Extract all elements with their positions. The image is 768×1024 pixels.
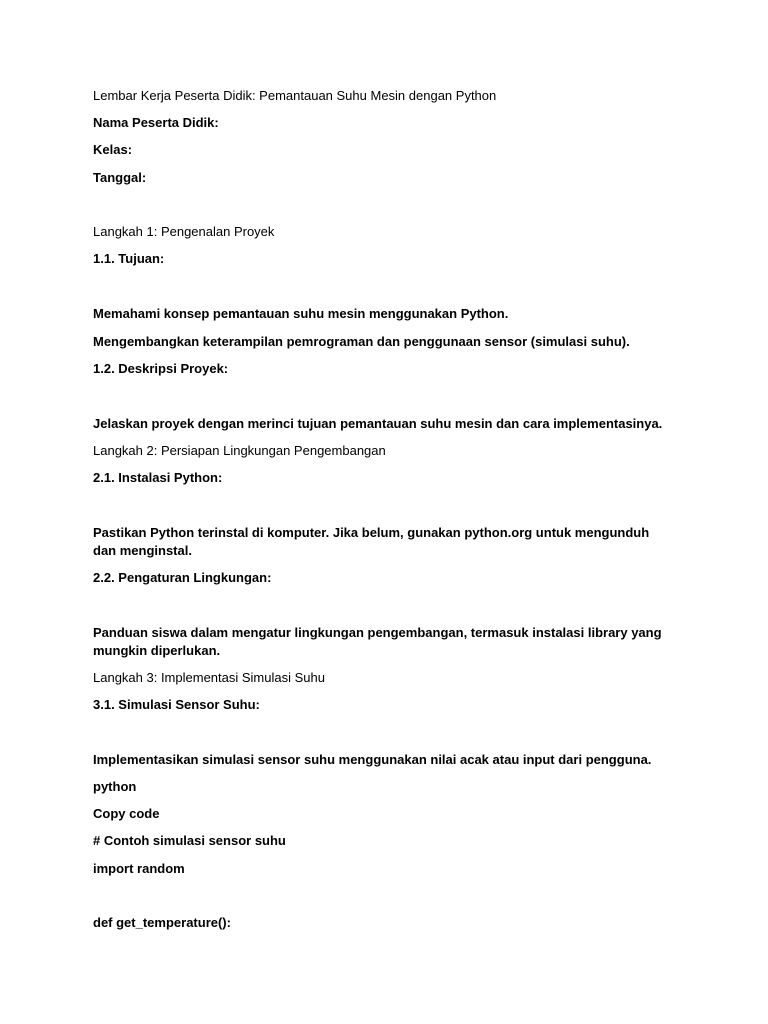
code-language-label: python <box>93 779 137 794</box>
section-2-1-heading: 2.1. Instalasi Python: <box>93 470 223 485</box>
python-install-text: Pastikan Python terinstal di komputer. Jika belum, gunakan python.org untuk mengunduh dan menginstal. <box>93 525 650 558</box>
section-2-2-heading: 2.2. Pengaturan Lingkungan: <box>93 570 272 585</box>
step-2-heading: Langkah 2: Persiapan Lingkungan Pengembangan <box>93 443 386 458</box>
code-import-line: import random <box>93 861 185 876</box>
code-comment-line: # Contoh simulasi sensor suhu <box>93 833 286 848</box>
document-title: Lembar Kerja Peserta Didik: Pemantauan Suhu Mesin dengan Python <box>93 88 497 103</box>
step-1-heading: Langkah 1: Pengenalan Proyek <box>93 224 275 239</box>
section-1-1-heading: 1.1. Tujuan: <box>93 251 165 266</box>
code-function-definition-line: def get_temperature(): <box>93 915 231 930</box>
objective-line-1: Memahami konsep pemantauan suhu mesin menggunakan Python. <box>93 306 509 321</box>
simulation-instruction-text: Implementasikan simulasi sensor suhu menggunakan nilai acak atau input dari pengguna. <box>93 752 652 767</box>
class-label: Kelas: <box>93 142 133 157</box>
environment-setup-text: Panduan siswa dalam mengatur lingkungan pengembangan, termasuk instalasi library yang mungkin diperlukan. <box>93 625 662 658</box>
objective-line-2: Mengembangkan keterampilan pemrograman dan penggunaan sensor (simulasi suhu). <box>93 334 630 349</box>
section-1-2-heading: 1.2. Deskripsi Proyek: <box>93 361 229 376</box>
copy-code-label: Copy code <box>93 806 160 821</box>
student-name-label: Nama Peserta Didik: <box>93 115 219 130</box>
project-description-text: Jelaskan proyek dengan merinci tujuan pemantauan suhu mesin dan cara implementasinya. <box>93 416 663 431</box>
step-3-heading: Langkah 3: Implementasi Simulasi Suhu <box>93 670 325 685</box>
section-3-1-heading: 3.1. Simulasi Sensor Suhu: <box>93 697 260 712</box>
date-label: Tanggal: <box>93 170 147 185</box>
